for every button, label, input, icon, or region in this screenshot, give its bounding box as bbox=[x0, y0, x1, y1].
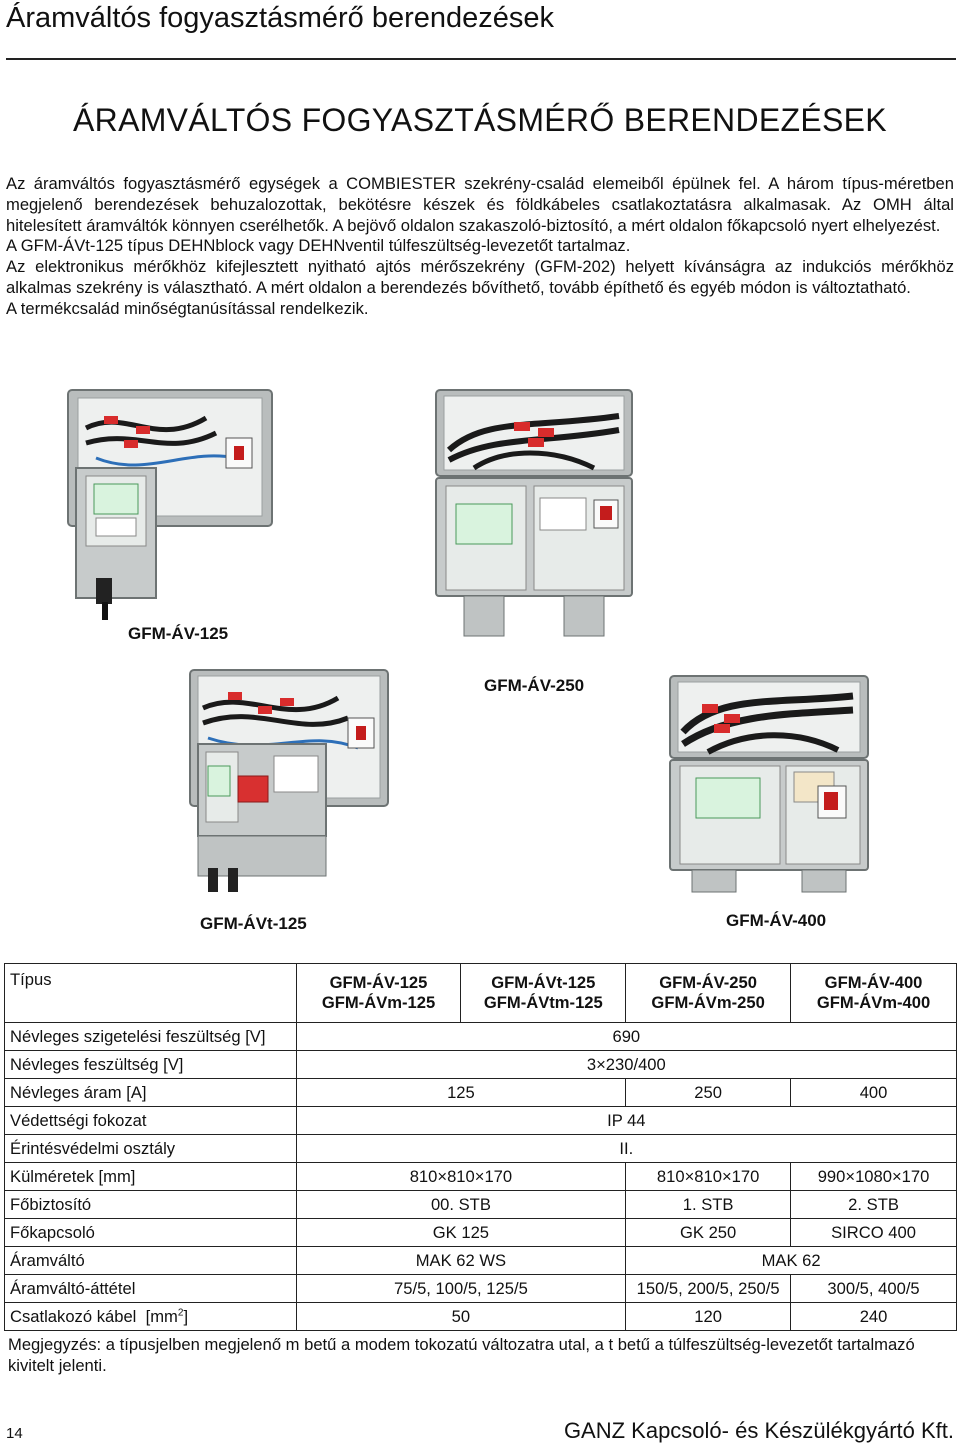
table-row bbox=[5, 1163, 957, 1191]
table-row bbox=[5, 1191, 957, 1219]
table-row bbox=[5, 1023, 957, 1051]
row-value: 3×230/400 bbox=[296, 1051, 956, 1079]
product-photo-gfm-av-125 bbox=[66, 388, 276, 620]
table-row bbox=[5, 1051, 957, 1079]
row-value: 120 bbox=[626, 1303, 791, 1331]
specification-table bbox=[4, 963, 957, 1331]
running-header-title: Áramváltós fogyasztásmérő berendezések bbox=[6, 2, 555, 34]
product-photo-gfm-av-400 bbox=[668, 674, 870, 894]
row-value: 50 bbox=[296, 1303, 626, 1331]
table-header-label: Típus bbox=[5, 964, 297, 1023]
row-label: Külméretek [mm] bbox=[5, 1163, 297, 1191]
row-label: Névleges feszültség [V] bbox=[5, 1051, 297, 1079]
row-value: SIRCO 400 bbox=[791, 1219, 957, 1247]
row-label: Névleges szigetelési feszültség [V] bbox=[5, 1023, 297, 1051]
table-header-gfm-avt-125: GFM-ÁVt-125 GFM-ÁVtm-125 bbox=[461, 964, 626, 1023]
row-value: 400 bbox=[791, 1079, 957, 1107]
row-label: Áramváltó bbox=[5, 1247, 297, 1275]
intro-text bbox=[6, 174, 954, 320]
product-photo-gfm-av-250 bbox=[434, 388, 634, 640]
footnote: Megjegyzés: a típusjelben megjelenő m betű a modem tokozatú változatra utal, a t betű a túlfeszültség-levezetőt tartalmazó kivitelt jelenti. bbox=[8, 1335, 915, 1375]
company-name: GANZ Kapcsoló- és Készülékgyártó Kft. bbox=[563, 1418, 954, 1443]
row-value: II. bbox=[296, 1135, 956, 1163]
row-value: 1. STB bbox=[626, 1191, 791, 1219]
table-row bbox=[5, 1303, 957, 1331]
table-row bbox=[5, 1247, 957, 1275]
table-header-row bbox=[5, 964, 957, 1023]
row-label: Főkapcsoló bbox=[5, 1219, 297, 1247]
row-value: 300/5, 400/5 bbox=[791, 1275, 957, 1303]
row-value: MAK 62 bbox=[626, 1247, 957, 1275]
table-row bbox=[5, 1079, 957, 1107]
row-value: 240 bbox=[791, 1303, 957, 1331]
row-label: Főbiztosító bbox=[5, 1191, 297, 1219]
row-value: IP 44 bbox=[296, 1107, 956, 1135]
table-row bbox=[5, 1275, 957, 1303]
row-value: 250 bbox=[626, 1079, 791, 1107]
intro-paragraph-4: A termékcsalád minőségtanúsítással rendelkezik. bbox=[6, 298, 369, 318]
row-value: 125 bbox=[296, 1079, 626, 1107]
intro-paragraph-2: A GFM-ÁVt-125 típus DEHNblock vagy DEHNventil túlfeszültség-levezetőt tartalmaz. bbox=[6, 236, 631, 256]
row-value: 2. STB bbox=[791, 1191, 957, 1219]
table-header-gfm-av-125: GFM-ÁV-125 GFM-ÁVm-125 bbox=[296, 964, 461, 1023]
caption-gfm-avt-125: GFM-ÁVt-125 bbox=[200, 914, 307, 933]
row-value: 690 bbox=[296, 1023, 956, 1051]
row-value: 810×810×170 bbox=[296, 1163, 626, 1191]
caption-gfm-av-125: GFM-ÁV-125 bbox=[128, 624, 229, 643]
page-title: ÁRAMVÁLTÓS FOGYASZTÁSMÉRŐ BERENDEZÉSEK bbox=[73, 102, 887, 138]
row-value: GK 250 bbox=[626, 1219, 791, 1247]
caption-gfm-av-250: GFM-ÁV-250 bbox=[484, 676, 585, 695]
intro-paragraph-3: Az elektronikus mérőkhöz kifejlesztett nyitható ajtós mérőszekrény (GFM-202) helyett kívánságra az indukciós mérőkhöz alkalmas szekrény is választható. A mért oldalon a berendezés bővíthető, tovább építhető és egyéb módon is változtatható. bbox=[6, 257, 954, 297]
row-value: 810×810×170 bbox=[626, 1163, 791, 1191]
page-number: 14 bbox=[6, 1425, 23, 1442]
table-row bbox=[5, 1135, 957, 1163]
row-value: MAK 62 WS bbox=[296, 1247, 626, 1275]
row-label: Védettségi fokozat bbox=[5, 1107, 297, 1135]
table-header-gfm-av-250: GFM-ÁV-250 GFM-ÁVm-250 bbox=[626, 964, 791, 1023]
row-label: Áramváltó-áttétel bbox=[5, 1275, 297, 1303]
table-row bbox=[5, 1107, 957, 1135]
row-value: 150/5, 200/5, 250/5 bbox=[626, 1275, 791, 1303]
product-photo-gfm-avt-125 bbox=[188, 668, 392, 896]
row-value: GK 125 bbox=[296, 1219, 626, 1247]
row-label: Érintésvédelmi osztály bbox=[5, 1135, 297, 1163]
row-value: 75/5, 100/5, 125/5 bbox=[296, 1275, 626, 1303]
caption-gfm-av-400: GFM-ÁV-400 bbox=[726, 911, 827, 930]
table-row bbox=[5, 1219, 957, 1247]
header-rule bbox=[6, 58, 956, 60]
table-header-gfm-av-400: GFM-ÁV-400 GFM-ÁVm-400 bbox=[791, 964, 957, 1023]
row-value: 990×1080×170 bbox=[791, 1163, 957, 1191]
row-value: 00. STB bbox=[296, 1191, 626, 1219]
row-label: Névleges áram [A] bbox=[5, 1079, 297, 1107]
intro-paragraph-1: Az áramváltós fogyasztásmérő egységek a COMBIESTER szekrény-család elemeiből épülnek fel. A három típus-méretben megjelenő berendezések behuzalozottak, bekötésre készek és földkábeles csatlakoztatásra alkalmasak. Az OMH által hitelesített áramváltók könnyen cserélhetők. A bejövő oldalon szakaszoló-biztosító, a mért oldalon főkapcsoló nyert elhelyezést. bbox=[6, 174, 954, 235]
row-label: Csatlakozó kábel $[mm^2]$ bbox=[5, 1303, 297, 1331]
